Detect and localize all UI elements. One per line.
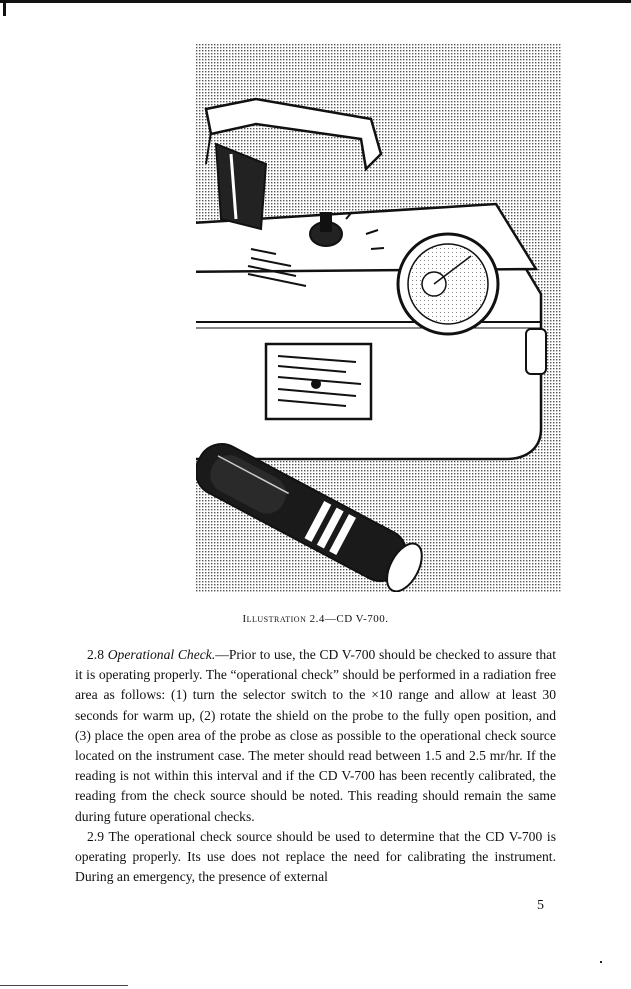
corner-mark bbox=[3, 3, 6, 16]
top-rule bbox=[0, 0, 631, 3]
body-text bbox=[75, 645, 556, 887]
paragraph-number: 2.8 bbox=[87, 647, 104, 662]
paragraph-title: Operational Check. bbox=[107, 647, 216, 662]
paragraph-2-8 bbox=[75, 645, 556, 827]
page-number: 5 bbox=[537, 898, 544, 913]
paragraph-number: 2.9 bbox=[87, 828, 104, 844]
paragraph-2-9 bbox=[75, 827, 556, 888]
illustration-caption: Illustration 2.4—CD V-700. bbox=[242, 613, 389, 625]
bottom-rule bbox=[0, 985, 128, 986]
speck bbox=[600, 961, 602, 963]
paragraph-text: —Prior to use, the CD V-700 should be checked to assure that it is operating properly. The “operational check” should be performed in a radiation free area as follows: (1) turn the selector switch to the ×10 range and allow at least 30 seconds for warm up, (2) rotate the shield on the probe to the fully open position, and (3) place the open area of the probe as close as possible to the operational check source located on the instrument case. The meter should read between 1.5 and 2.5 mr/hr. If the reading is not within this interval and if the CD V-700 has been recently calibrated, the reading from the check source should be noted. This reading should remain the same during future operational checks. bbox=[75, 647, 556, 824]
paragraph-text: The operational check source should be used to determine that the CD V-700 is operating properly. Its use does not replace the need for calibrating the instrument. During an emergency, the presence of external bbox=[75, 828, 556, 885]
cd-v700-illustration bbox=[196, 44, 562, 592]
